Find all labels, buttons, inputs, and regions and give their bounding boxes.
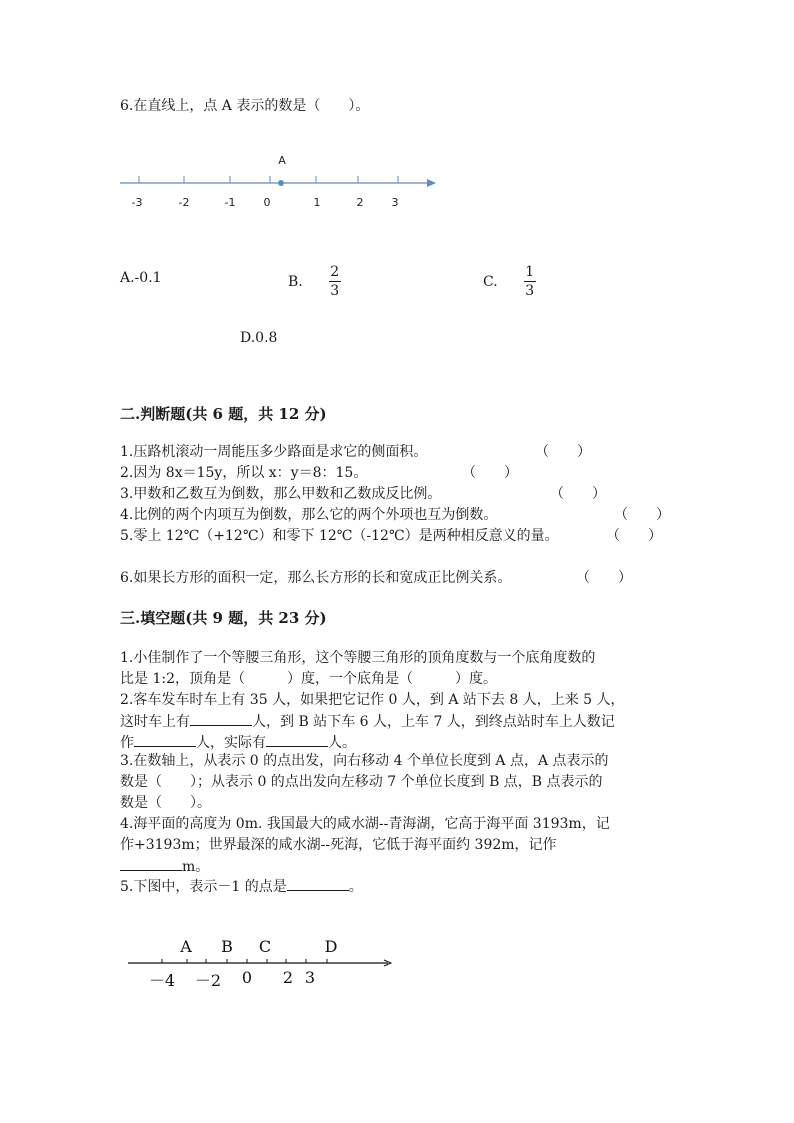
q6-option-b-prefix: B. [288, 273, 303, 290]
number-line-1 [118, 150, 448, 210]
nl2-point-b: B [221, 937, 233, 956]
fill-q1-line2: 比是 1:2，顶角是（ ）度，一个底角是（ ）度。 [120, 671, 497, 687]
point-a-dot [278, 180, 284, 186]
fill-q3-line1: 3.在数轴上，从表示 0 的点出发，向右移动 4 个单位长度到 A 点，A 点表示的 [120, 753, 609, 769]
q6-option-c [483, 264, 536, 299]
tick-label-3: 3 [391, 196, 399, 209]
answer-blank[interactable] [120, 856, 182, 871]
fill-q3-line2: 数是（ ）；从表示 0 的点出发向左移动 7 个单位长度到 B 点，B 点表示的 [120, 774, 603, 790]
tick-label-neg2: -2 [178, 196, 190, 209]
fraction-bar [329, 281, 341, 282]
fill-q4-line2: 作+3193m；世界最深的咸水湖--死海，它低于海平面约 392m，记作 [120, 837, 557, 853]
judge-item-4: 4.比例的两个内项互为倒数，那么它的两个外项也互为倒数。 [120, 507, 498, 523]
fill-q2-line2 [120, 711, 615, 732]
q6-option-c-denominator: 3 [525, 283, 535, 299]
fill-q1-line1: 1.小佳制作了一个等腰三角形，这个等腰三角形的顶角度数与一个底角度数的 [120, 650, 596, 666]
q6-stem: 6.在直线上，点 A 表示的数是（ ）。 [120, 98, 370, 114]
judge-item-1: 1.压路机滚动一周能压多少路面是求它的侧面积。 [120, 444, 428, 460]
fill-q2-line3-c: 人。 [328, 735, 356, 751]
answer-blank[interactable] [190, 711, 252, 726]
answer-blank[interactable] [266, 732, 328, 747]
q6-option-c-numerator: 1 [525, 264, 535, 280]
number-line-2 [126, 936, 406, 992]
fraction-bar [524, 281, 536, 282]
q6-option-c-prefix: C. [483, 273, 498, 290]
judge-item-5-answer[interactable]: （ ） [606, 528, 662, 544]
q6-option-c-fraction [524, 264, 536, 299]
tick-label-neg3: -3 [131, 196, 143, 209]
judge-item-4-answer[interactable]: （ ） [614, 507, 670, 523]
judge-item-5: 5.零上 12℃（+12℃）和零下 12℃（-12℃）是两种相反意义的量。 [120, 528, 559, 544]
tick-label-1: 1 [313, 196, 321, 209]
fill-q2-line1: 2.客车发车时车上有 35 人，如果把它记作 0 人，到 A 站下去 8 人，上来 5 人， [120, 692, 625, 708]
nl2-label-neg2: －2 [194, 971, 222, 990]
fill-q4-line1: 4.海平面的高度为 0m. 我国最大的咸水湖--青海湖，它高于海平面 3193m，记 [120, 816, 610, 832]
q6-option-b-fraction [329, 264, 341, 299]
section2-title: 二.判断题(共 6 题，共 12 分) [120, 405, 327, 423]
number-line-1-arrow [427, 179, 436, 187]
fill-q4-line3 [120, 856, 209, 877]
tick-label-2: 2 [356, 196, 364, 209]
fill-q3-line3: 数是（ ）。 [120, 795, 211, 811]
fill-q5-line1-a: 5.下图中，表示－1 的点是 [120, 879, 287, 895]
point-a-label: A [278, 154, 286, 167]
nl2-label-3: 3 [304, 968, 316, 987]
nl2-point-a: A [180, 937, 192, 956]
q6-option-b-numerator: 2 [330, 264, 340, 280]
section3-title: 三.填空题(共 9 题，共 23 分) [120, 609, 327, 627]
nl2-point-c: C [258, 937, 272, 956]
q6-option-b-denominator: 3 [330, 283, 340, 299]
nl2-label-neg4: －4 [148, 971, 176, 990]
fill-q2-line3-b: 人，实际有 [196, 735, 266, 751]
q6-option-a: A.-0.1 [120, 270, 162, 286]
judge-item-1-answer[interactable]: （ ） [535, 444, 591, 460]
nl2-label-2: 2 [282, 968, 294, 987]
judge-item-2: 2.因为 8x＝15y，所以 x：y＝8：15。 [120, 465, 368, 481]
nl2-point-d: D [324, 937, 338, 956]
judge-item-3-answer[interactable]: （ ） [550, 486, 606, 502]
q6-option-b [288, 264, 341, 299]
fill-q2-line3 [120, 732, 356, 753]
fill-q5-line1-b: 。 [348, 879, 363, 895]
fill-q2-line3-a: 作 [120, 735, 134, 751]
tick-label-neg1: -1 [224, 196, 236, 209]
tick-label-0: 0 [263, 196, 271, 209]
nl2-label-0: 0 [241, 968, 253, 987]
fill-q2-line2-b: 人，到 B 站下车 6 人，上车 7 人，到终点站时车上人数记 [252, 714, 615, 730]
fill-q5-line1 [120, 876, 363, 897]
q6-option-d: D.0.8 [240, 330, 278, 346]
answer-blank[interactable] [287, 876, 349, 891]
judge-item-3: 3.甲数和乙数互为倒数，那么甲数和乙数成反比例。 [120, 486, 442, 502]
judge-item-6: 6.如果长方形的面积一定，那么长方形的长和宽成正比例关系。 [120, 570, 512, 586]
fill-q4-line3-unit: m。 [182, 859, 210, 875]
judge-item-6-answer[interactable]: （ ） [576, 570, 632, 586]
fill-q2-line2-a: 这时车上有 [120, 714, 190, 730]
answer-blank[interactable] [134, 732, 196, 747]
judge-item-2-answer[interactable]: （ ） [462, 465, 518, 481]
